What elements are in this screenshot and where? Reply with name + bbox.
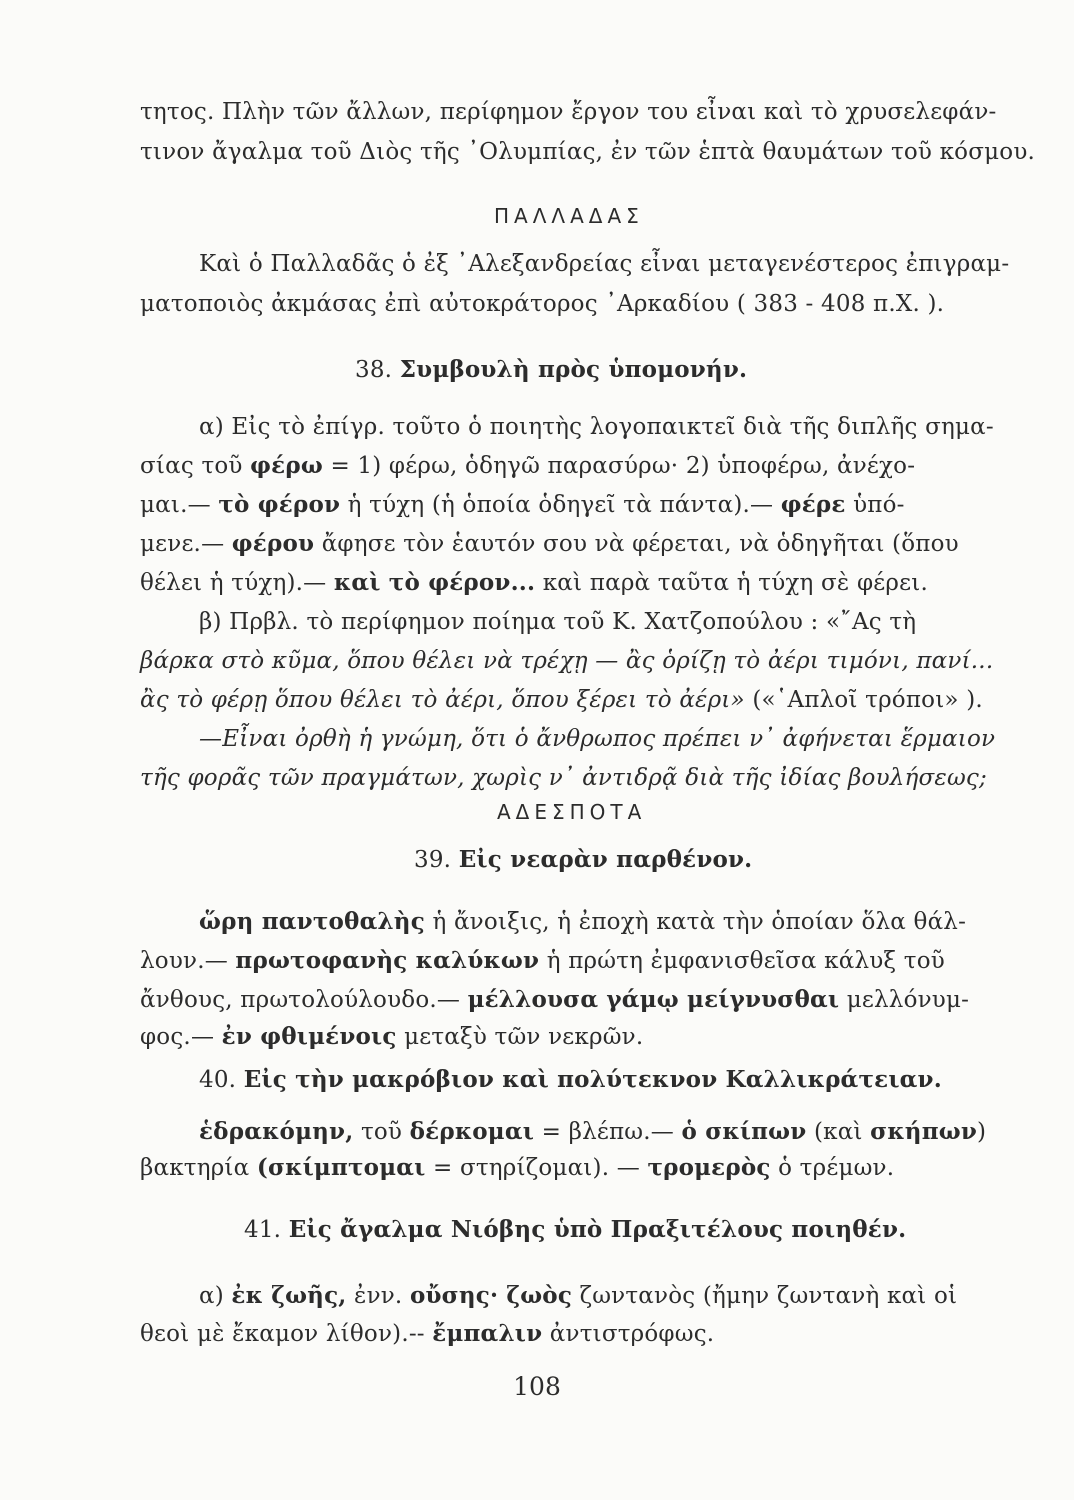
text-line [140, 1320, 714, 1348]
text-segment: θέλει ἡ τύχη).— [140, 570, 327, 596]
keyword: δέρκομαι [409, 1118, 535, 1145]
text-segment: = στηρίζομαι). — [432, 1155, 640, 1181]
epigram-number: 40. [199, 1067, 237, 1093]
keyword: τὸ φέρον [218, 491, 341, 518]
keyword: πρωτοφανὴς καλύκων [235, 947, 540, 974]
text-segment: = βλέπω.— [541, 1119, 674, 1145]
epigram-number: 41. [244, 1217, 282, 1243]
text-segment: τοῦ [360, 1119, 403, 1145]
section-heading-palladas: ΠΑΛΛΑΔΑΣ [494, 204, 644, 228]
keyword: (σκίμπτομαι [256, 1154, 426, 1181]
text-segment: ἡ πρώτη ἐμφανισθεῖσα κάλυξ τοῦ [546, 948, 945, 974]
text-segment: ἡ τύχη (ἡ ὁποία ὁδηγεῖ τὰ πάντα).— [347, 492, 774, 518]
keyword: ἔμπαλιν [432, 1320, 543, 1347]
text-segment: ἐνν. [354, 1283, 403, 1309]
text-line [199, 250, 1009, 278]
text-line-content: —Εἶναι ὀρθὴ ἡ γνώμη, ὅτι ὁ ἄνθρωπος πρέπει ν᾿ ἀφήνεται ἕρμαιον [199, 726, 996, 752]
text-segment: μελλόνυμ- [846, 987, 970, 1013]
text-line-content: τινον ἄγαλμα τοῦ Διὸς τῆς ᾿Ολυμπίας, ἐν τῶν ἑπτὰ θαυμάτων τοῦ κόσμου. [140, 139, 1036, 165]
text-segment: μαι.— [140, 492, 211, 518]
text-line [140, 1023, 643, 1051]
text-line [140, 686, 983, 714]
section-heading-adespota: ΑΔΕΣΠΟΤΑ [497, 800, 647, 824]
text-line [199, 413, 994, 441]
epigram-number: 39. [414, 847, 452, 873]
text-segment: ὑπό- [853, 492, 905, 518]
keyword: τρομερὸς [647, 1154, 771, 1181]
text-segment: (καὶ [813, 1119, 863, 1145]
text-line-content: Καὶ ὁ Παλλαδᾶς ὁ ἐξ ᾿Αλεξανδρείας εἶναι μεταγενέστερος ἐπιγραμ- [199, 251, 1010, 277]
text-line [199, 608, 916, 636]
quote-line: βάρκα στὸ κῦμα, ὅπου θέλει νὰ τρέχῃ — ἂς ὁρίζῃ τὸ ἀέρι τιμόνι, πανί... [140, 648, 994, 674]
text-segment: μεταξὺ τῶν νεκρῶν. [404, 1024, 644, 1050]
text-line-content: τῆς φορᾶς τῶν πραγμάτων, χωρὶς ν᾿ ἀντιδρᾷ διὰ τῆς ἰδίας βουλήσεως; [140, 765, 987, 791]
text-segment: ἄφησε τὸν ἑαυτόν σου νὰ φέρεται, νὰ ὁδηγῆται (ὅπου [321, 531, 959, 557]
epigram-number: 38. [355, 357, 393, 383]
text-line [140, 647, 993, 675]
quote-line: ἂς τὸ φέρῃ ὅπου θέλει τὸ ἀέρι, ὅπου ξέρει τὸ ἀέρι» [140, 687, 745, 713]
text-line [199, 1282, 957, 1310]
epigram-title: Εἰς τὴν μακρόβιον καὶ πολύτεκνον Καλλικράτειαν. [243, 1066, 942, 1093]
keyword: μέλλουσα γάμῳ μείγνυσθαι [467, 986, 840, 1013]
text-line-content: α) Εἰς τὸ ἐπίγρ. τοῦτο ὁ ποιητὴς λογοπαικτεῖ διὰ τῆς διπλῆς σημα- [199, 414, 994, 440]
text-line [140, 530, 959, 558]
epigram-heading-40 [199, 1066, 942, 1094]
text-line-content: ματοποιὸς ἀκμάσας ἐπὶ αὐτοκράτορος ᾿Αρκαδίου ( 383 - 408 π.Χ. ). [140, 291, 945, 317]
page-number: 108 [513, 1372, 561, 1401]
text-segment: καὶ παρὰ ταῦτα ἡ τύχη σὲ φέρει. [542, 570, 928, 596]
text-segment: ) [976, 1119, 987, 1145]
text-segment: («῾Απλοῖ τρόποι» ). [752, 687, 983, 713]
text-segment: ζωντανὸς (ἤμην ζωντανὴ καὶ οἱ [579, 1283, 958, 1309]
text-line [199, 908, 966, 936]
epigram-title: Εἰς ἄγαλμα Νιόβης ὑπὸ Πραξιτέλους ποιηθέν. [288, 1216, 907, 1243]
keyword: καὶ τὸ φέρον... [333, 569, 536, 596]
text-line-content: β) Πρβλ. τὸ περίφημον ποίημα τοῦ Κ. Χατζοπούλου : «῎Ας τὴ [199, 609, 917, 635]
text-line [140, 491, 905, 519]
keyword: σκήπων [870, 1118, 977, 1145]
text-line-content: τητος. Πλὴν τῶν ἄλλων, περίφημον ἔργον του εἶναι καὶ τὸ χρυσελεφάν- [140, 99, 997, 125]
text-line [199, 725, 995, 753]
text-line [140, 138, 1035, 166]
text-line [140, 1154, 894, 1182]
text-segment: = 1) φέρω, ὁδηγῶ παρασύρω· 2) ὑποφέρω, ἀνέχο- [330, 453, 916, 479]
epigram-title: Συμβουλὴ πρὸς ὑπομονήν. [399, 356, 748, 383]
keyword: φέρω [250, 452, 323, 479]
epigram-heading-41 [244, 1216, 906, 1244]
epigram-heading-38 [355, 356, 747, 384]
text-line [140, 452, 915, 480]
text-segment: ὁ τρέμων. [778, 1155, 895, 1181]
text-line [140, 290, 944, 318]
text-segment: λουν.— [140, 948, 228, 974]
keyword: οὔσης· ζωὸς [409, 1282, 573, 1309]
epigram-heading-39 [414, 846, 752, 874]
keyword: φέρου [231, 530, 315, 557]
keyword: ἐκ ζωῆς, [231, 1282, 347, 1309]
keyword: ἐν φθιμένοις [221, 1023, 397, 1050]
text-segment: μενε.— [140, 531, 225, 557]
keyword: ὥρη παντοθαλὴς [199, 908, 425, 935]
text-segment: σίας τοῦ [140, 453, 243, 479]
text-segment: ἄνθους, πρωτολούλουδο.— [140, 987, 461, 1013]
keyword: ἑδρακόμην, [199, 1118, 354, 1145]
text-segment: ἡ ἄνοιξις, ἡ ἐποχὴ κατὰ τὴν ὁποίαν ὅλα θάλ- [432, 909, 967, 935]
text-line [140, 569, 928, 597]
epigram-title: Εἰς νεαρὰν παρθένον. [458, 846, 753, 873]
text-line [140, 986, 969, 1014]
text-line [140, 764, 987, 792]
text-segment: θεοὶ μὲ ἔκαμον λίθον).-- [140, 1321, 425, 1347]
text-line [140, 947, 945, 975]
text-line [199, 1118, 986, 1146]
text-segment: βακτηρία [140, 1155, 250, 1181]
text-line [140, 98, 997, 126]
keyword: φέρε [780, 491, 846, 518]
text-segment: ἀντιστρόφως. [549, 1321, 715, 1347]
keyword: ὁ σκίπων [681, 1118, 807, 1145]
text-segment: φος.— [140, 1024, 215, 1050]
text-segment: α) [199, 1283, 224, 1309]
